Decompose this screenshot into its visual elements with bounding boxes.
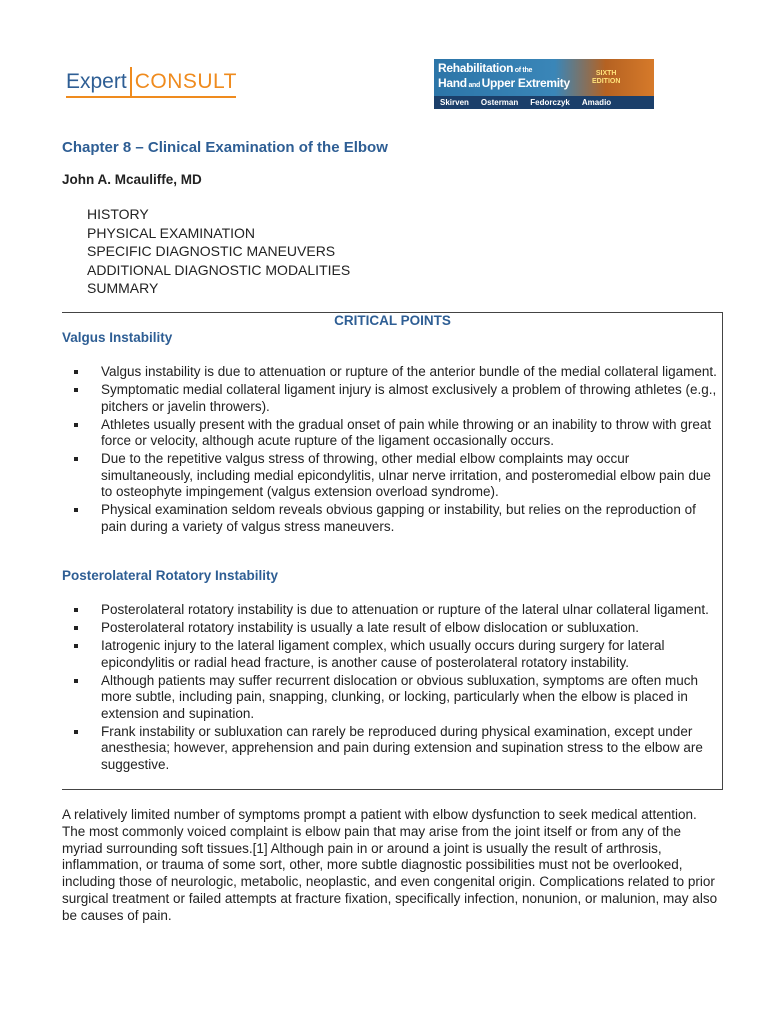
toc-item[interactable]: PHYSICAL EXAMINATION	[87, 224, 256, 241]
cover-author: Skirven	[440, 98, 469, 107]
list-item: Although patients may suffer recurrent dislocation or obvious subluxation, symptoms are often much more subtle, including pain, snapping, clunking, or locking, particularly when the elbow is placed in extension and supination.	[62, 673, 723, 723]
cover-title-line1: Rehabilitation of the	[438, 61, 533, 75]
toc-item[interactable]: SPECIFIC DIAGNOSTIC MANEUVERS	[87, 243, 336, 259]
bullet-marker	[74, 508, 78, 512]
bullet-marker	[74, 370, 78, 374]
bullet-marker	[74, 730, 78, 734]
list-item: Frank instability or subluxation can rarely be reproduced during physical examination, except under anesthesia; however, apprehension and pain during extension and supination stress to the elbow are suggestive.	[62, 724, 723, 774]
bullet-marker	[74, 626, 78, 630]
section-heading-posterolateral: Posterolateral Rotatory Instability	[62, 568, 279, 583]
cover-authors	[434, 96, 654, 109]
logo-consult-text: CONSULT	[134, 70, 237, 93]
list-item: Valgus instability is due to attenuation or rupture of the anterior bundle of the medial collateral ligament.	[62, 364, 723, 381]
cover-author: Amadio	[581, 98, 612, 107]
bullet-marker	[74, 388, 78, 392]
critical-points-title: CRITICAL POINTS	[334, 313, 451, 328]
table-of-contents	[87, 205, 350, 298]
list-item: Symptomatic medial collateral ligament injury is almost exclusively a problem of throwing athletes (e.g., pitchers or javelin throwers).	[62, 382, 723, 415]
list-item: Due to the repetitive valgus stress of throwing, other medial elbow complaints may occur simultaneously, including medial epicondylitis, ulnar nerve irritation, and posteromedial elbow pain due to osteophyte impingement (valgus extension overload syndrome).	[62, 451, 723, 501]
cover-author: Fedorczyk	[530, 98, 570, 107]
list-item: Physical examination seldom reveals obvious gapping or instability, but relies on the reproduction of pain during a variety of valgus stress maneuvers.	[62, 502, 723, 535]
cover-author: Osterman	[480, 98, 519, 107]
list-item: Athletes usually present with the gradual onset of pain while throwing or an inability to throw with great force or velocity, although acute rupture of the ligament occasionally occurs.	[62, 417, 723, 450]
logo-divider	[130, 67, 132, 97]
chapter-author: John A. Mcauliffe, MD	[62, 172, 202, 187]
toc-item[interactable]: HISTORY	[87, 206, 149, 222]
toc-item[interactable]: ADDITIONAL DIAGNOSTIC MODALITIES	[87, 261, 351, 278]
logo-underline	[66, 96, 236, 98]
bullet-marker	[74, 644, 78, 648]
list-item: Posterolateral rotatory instability is due to attenuation or rupture of the lateral ulnar collateral ligament.	[62, 602, 723, 619]
cover-edition: SIXTH EDITION	[592, 70, 621, 85]
logo-expert-text: Expert	[66, 70, 127, 93]
bullet-marker	[74, 608, 78, 612]
posterolateral-bullet-list	[62, 602, 723, 775]
toc-item[interactable]: SUMMARY	[87, 280, 159, 296]
book-cover-banner	[434, 59, 654, 109]
chapter-title: Chapter 8 – Clinical Examination of the Elbow	[62, 139, 388, 156]
section-heading-valgus: Valgus Instability	[62, 330, 173, 345]
bullet-marker	[74, 423, 78, 427]
cover-title-line2: Hand and Upper Extremity	[438, 76, 570, 90]
expert-consult-logo	[66, 70, 237, 102]
body-paragraph: A relatively limited number of symptoms prompt a patient with elbow dysfunction to seek medical attention. The most commonly voiced complaint is elbow pain that may arise from the joint itself or from any of the myriad surrounding soft tissues.[1] Although pain in or around a joint is usually the result of arthrosis, inflammation, or trauma of some sort, other, more subtle diagnostic possibilities must not be overlooked, including those of neurologic, metabolic, neoplastic, and even congenital origin. Complications related to prior surgical treatment or failed attempts at fracture fixation, specifically infection, nonunion, or malunion, may also be causes of pain.	[62, 807, 718, 923]
list-item: Posterolateral rotatory instability is usually a late result of elbow dislocation or subluxation.	[62, 620, 723, 637]
list-item: Iatrogenic injury to the lateral ligament complex, which usually occurs during surgery for lateral epicondylitis or radial head fracture, is another cause of posterolateral rotatory instability.	[62, 638, 723, 671]
bullet-marker	[74, 679, 78, 683]
valgus-bullet-list	[62, 364, 723, 537]
critical-points-box	[62, 312, 723, 790]
bullet-marker	[74, 457, 78, 461]
